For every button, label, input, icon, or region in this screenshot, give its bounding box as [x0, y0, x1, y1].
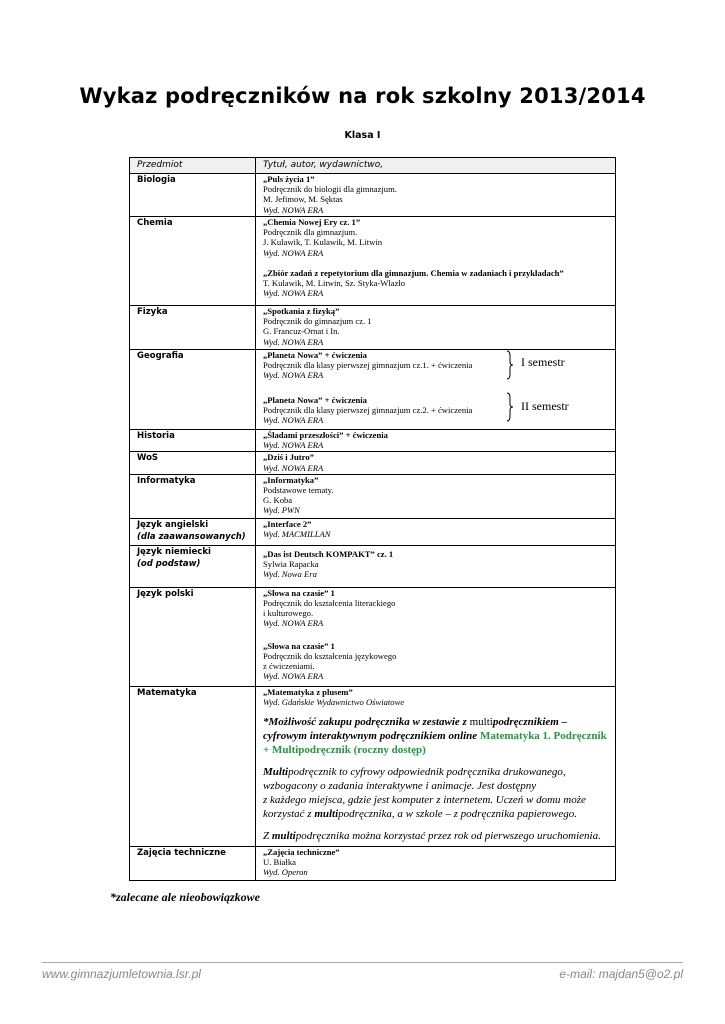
book-title: „Spotkania z fizyką”: [263, 306, 340, 316]
table-row: [130, 587, 616, 686]
book-publisher: Wyd. NOWA ERA: [263, 336, 324, 347]
book-publisher: Wyd. NOWA ERA: [263, 247, 324, 258]
book-publisher: Wyd. NOWA ERA: [263, 671, 324, 682]
brace-icon: [506, 392, 514, 422]
book-title: „Interface 2”: [263, 518, 312, 529]
table-row: [130, 174, 616, 217]
book-authors: T. Kulawik, M. Litwin, Sz. Styka-Wlazło: [263, 278, 406, 289]
book-desc: Podręcznik do biologii dla gimnazjum.: [263, 184, 397, 195]
table-row: [130, 217, 616, 306]
table-row: [130, 846, 616, 880]
subject-cell: Geografia: [130, 350, 256, 430]
book-publisher: Wyd. PWN: [263, 505, 300, 516]
book-authors: G. Koba: [263, 495, 293, 506]
table-row: [130, 474, 616, 518]
book-publisher: Wyd. NOWA ERA: [263, 618, 324, 629]
subject-cell: Fizyka: [130, 306, 256, 350]
books-cell: [256, 174, 616, 217]
book-title: „Puls życia 1”: [263, 174, 315, 184]
table-row: [130, 545, 616, 587]
books-cell: [256, 846, 616, 880]
table-row: [130, 686, 616, 846]
header-subject: Przedmiot: [130, 158, 256, 174]
book-publisher: Wyd. NOWA ERA: [263, 370, 324, 381]
multipodrecznik-offer: *Możliwość zakupu podręcznika w zestawie z multipodręcznikiem – cyfrowym interaktywnym podręcznikiem online Matematyka 1. Podręcznik + Multipodręcznik (roczny dostęp): [263, 716, 607, 757]
book-publisher: Wyd. NOWA ERA: [263, 462, 324, 473]
subject-cell: [130, 545, 256, 587]
subject-cell: Historia: [130, 430, 256, 452]
book-authors: G. Francuz-Ornat i In.: [263, 326, 340, 337]
book-publisher: Wyd. NOWA ERA: [263, 288, 324, 299]
book-title: „Chemia Nowej Ery cz. 1”: [263, 217, 361, 227]
table-header-row: [130, 158, 616, 174]
book-desc: Podręcznik do gimnazjum cz. 1: [263, 316, 372, 327]
table-row: [130, 306, 616, 350]
book-authors: Sylwia Rapacka: [263, 559, 319, 570]
subject-cell: WoS: [130, 452, 256, 474]
subject-note: (dla zaawansowanych): [137, 531, 246, 542]
books-cell: [256, 686, 616, 846]
header-books: Tytuł, autor, wydawnictwo,: [256, 158, 616, 174]
book-authors: M. Jefimow, M. Sęktas: [263, 194, 343, 205]
book-title: „Informatyka”: [263, 474, 319, 485]
subject-note: (od podstaw): [137, 558, 201, 569]
footer-email: e-mail: majdan5@o2.pl: [559, 967, 683, 981]
semester-label: I semestr: [521, 355, 565, 369]
brace-icon: [506, 350, 514, 380]
book-publisher: Wyd. NOWA ERA: [263, 440, 324, 451]
subject-cell: Informatyka: [130, 474, 256, 518]
class-subtitle: Klasa I: [344, 130, 381, 141]
book-desc: Podręcznik dla klasy pierwszej gimnazjum cz.2. + ćwiczenia: [263, 404, 473, 415]
footnote: *zalecane ale nieobowiązkowe: [110, 890, 260, 904]
semester-label: II semestr: [521, 399, 569, 413]
book-title: „Zajęcia techniczne”: [263, 846, 340, 857]
book-desc: i kulturowego.: [263, 608, 314, 619]
book-desc: Podręcznik dla klasy pierwszej gimnazjum cz.1. + ćwiczenia: [263, 360, 473, 371]
subject-name: Język niemiecki: [137, 546, 211, 557]
book-publisher: Wyd. Gdańskie Wydawnictwo Oświatowe: [263, 697, 405, 708]
book-publisher: Wyd. Operon: [263, 867, 308, 878]
book-title: „Zbiór zadań z repetytorium dla gimnazjum. Chemia w zadaniach i przykładach”: [263, 267, 564, 278]
book-authors: U. Białka: [263, 857, 296, 868]
subject-cell: Język polski: [130, 587, 256, 686]
books-cell: [256, 452, 616, 474]
table-row: [130, 430, 616, 452]
books-cell: [256, 350, 616, 430]
table-row: [130, 518, 616, 545]
book-title: „Dziś i Jutro”: [263, 452, 314, 463]
book-title: „Słowa na czasie” 1: [263, 640, 335, 651]
offer-highlight: Matematyka 1. Podręcznik + Multipodręcznik (roczny dostęp): [263, 730, 607, 757]
subject-cell: Biologia: [130, 174, 256, 217]
page-title: Wykaz podręczników na rok szkolny 2013/2014: [79, 84, 646, 108]
book-title: „Planeta Nowa” + ćwiczenia: [263, 394, 367, 405]
subject-cell: Matematyka: [130, 686, 256, 846]
book-desc: z ćwiczeniami.: [263, 661, 315, 672]
multipodrecznik-description: Multipodręcznik to cyfrowy odpowiednik podręcznika drukowanego, wzbogacony o zadania interaktywne i animacje. Jest dostępny z każdego miejsca, gdzie jest komputer z internetem. Uczeń w domu może korzystać z multipodręcznika, a w szkole – z podręcznika papierowego.: [263, 766, 586, 821]
book-desc: Podręcznik do kształcenia literackiego: [263, 598, 396, 609]
book-desc: Podręcznik do kształcenia językowego: [263, 650, 397, 661]
books-cell: [256, 587, 616, 686]
book-title: „Planeta Nowa” + ćwiczenia: [263, 350, 367, 360]
books-cell: [256, 430, 616, 452]
book-desc: Podstawowe tematy.: [263, 485, 334, 496]
footer-website: www.gimnazjumletownia.lsr.pl: [42, 967, 201, 981]
subject-cell: [130, 518, 256, 545]
subject-cell: Zajęcia techniczne: [130, 846, 256, 880]
books-cell: [256, 474, 616, 518]
books-cell: [256, 545, 616, 587]
table-row: [130, 350, 616, 430]
subject-name: Język angielski: [137, 519, 209, 530]
book-desc: Podręcznik dla gimnazjum.: [263, 227, 358, 238]
book-title: „Śladami przeszłości” + ćwiczenia: [263, 430, 388, 440]
books-cell: [256, 217, 616, 306]
footer-divider: [42, 962, 683, 963]
books-cell: [256, 306, 616, 350]
books-cell: [256, 518, 616, 545]
book-publisher: Wyd. NOWA ERA: [263, 204, 324, 215]
subject-cell: Chemia: [130, 217, 256, 306]
book-publisher: Wyd. MACMILLAN: [263, 529, 331, 540]
book-title: „Matematyka z plusem”: [263, 686, 353, 697]
textbook-table: [129, 157, 616, 881]
book-authors: J. Kulawik, T. Kulawik, M. Litwin: [263, 237, 383, 248]
multipodrecznik-note: Z multipodręcznika można korzystać przez rok od pierwszego uruchomienia.: [263, 830, 601, 843]
book-title: „Słowa na czasie” 1: [263, 587, 335, 598]
book-title: „Das ist Deutsch KOMPAKT” cz. 1: [263, 548, 394, 559]
book-publisher: Wyd. NOWA ERA: [263, 415, 324, 426]
table-row: [130, 452, 616, 474]
book-publisher: Wyd. Nowa Era: [263, 569, 317, 580]
